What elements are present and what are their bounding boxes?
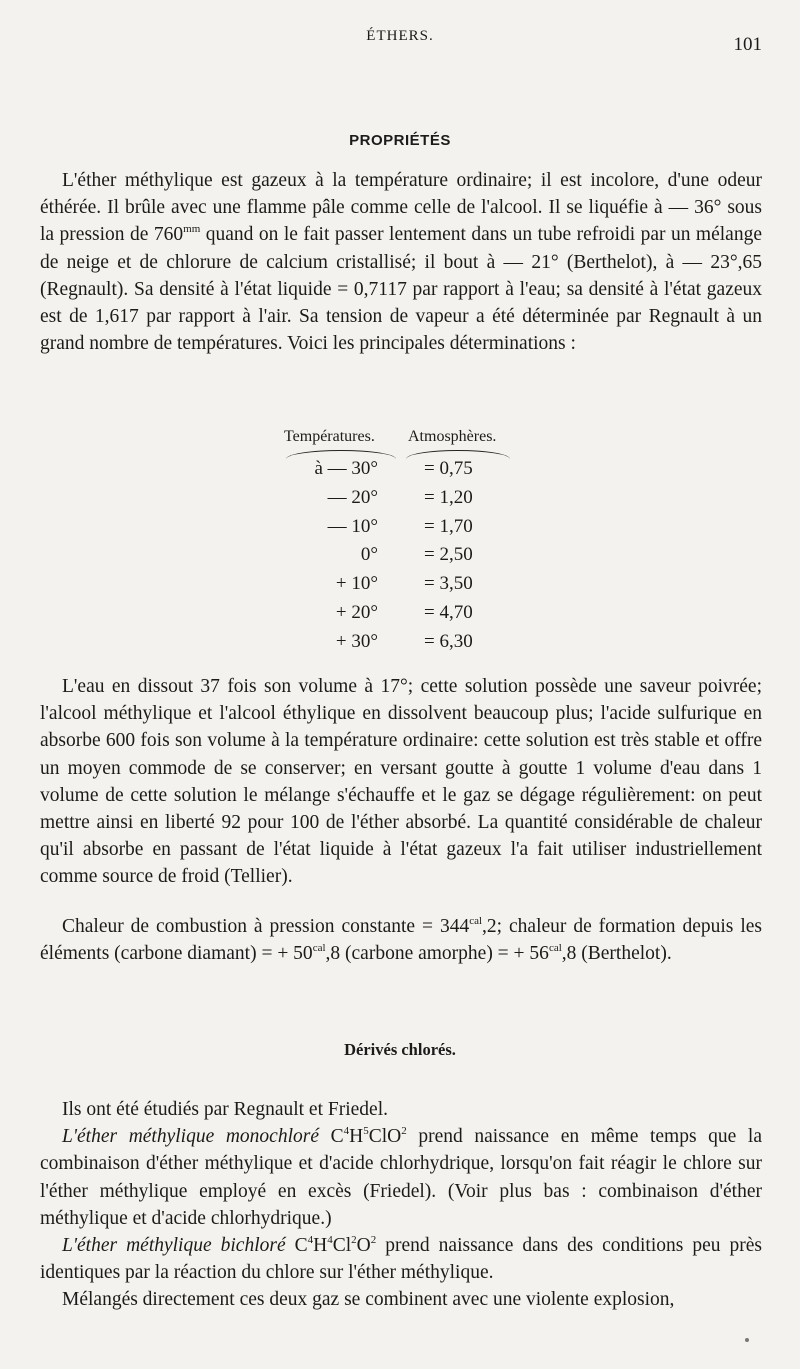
- pressure-cell: = 3,50: [424, 573, 473, 595]
- page-number: 101: [733, 34, 762, 55]
- combustion-text-b: ,2; chaleur de formation depuis les éléments (carbone diamant) = + 50: [40, 916, 762, 965]
- table-row: [278, 516, 518, 545]
- table-row: [278, 631, 518, 660]
- formula-part: Cl: [332, 1235, 352, 1257]
- temperature-cell: — 10°: [327, 515, 378, 537]
- table-row: [278, 544, 518, 573]
- intro-text-b: quand on le fait passer lentement dans un tube refroidi par un mélange de neige et de chlorure de calcium cristallisé; il bout à — 21° (Berthelot), à — 23°,65 (Regnault). Sa densité à l'état liquide = 0,7117 par rapport à l'eau; sa densité à l'état gazeux est de 1,617 par rapport à l'air. Sa tension de vapeur a été déterminée par Regnault à un grand nombre de températures. Voici les principales déterminations :: [40, 224, 762, 355]
- formula-part: C: [319, 1126, 344, 1148]
- derivatives-intro: Ils ont été étudiés par Regnault et Friedel.: [62, 1099, 388, 1120]
- temperature-cell: + 30°: [335, 630, 378, 652]
- solubility-paragraph: L'eau en dissout 37 fois son volume à 17°; cette solution possède une saveur poivrée; l'alcool méthylique et l'alcool éthylique en dissolvent beaucoup plus; l'acide sulfurique en absorbe 600 fois son volume à la température ordinaire: cette solution est très stable et offre un moyen commode de se conserver; en versant goutte à goutte 1 volume d'eau dans 1 volume de cette solution le mélange s'échauffe et le gaz se dégage régulièrement: on peut mettre ainsi en liberté 92 pour 100 de l'éther absorbé. La quantité considérable de chaleur qu'il absorbe en passant de l'état liquide à l'état gazeux l'a fait utiliser industriellement comme source de froid (Tellier).: [40, 676, 762, 888]
- formula-index: 2: [370, 1234, 377, 1247]
- running-title: ÉTHERS.: [366, 28, 434, 44]
- formula-part: O: [356, 1235, 371, 1257]
- combustion-text-c: ,8 (carbone amorphe) = + 56: [325, 943, 549, 965]
- intro-unit-mm: mm: [183, 223, 201, 236]
- section-title: PROPRIÉTÉS: [349, 132, 451, 149]
- formula-index: 2: [351, 1234, 357, 1247]
- subsection-title: Dérivés chlorés.: [344, 1040, 456, 1059]
- combustion-paragraph: [40, 913, 762, 967]
- dichloro-text: prend naissance dans des conditions peu près identiques par la réaction du chlore sur l'éther méthylique.: [40, 1235, 762, 1284]
- pressure-cell: = 1,70: [424, 515, 473, 537]
- temperature-cell: + 10°: [335, 573, 378, 595]
- table-row: [278, 487, 518, 516]
- dichloro-paragraph: [40, 1232, 762, 1286]
- table-row: [278, 573, 518, 602]
- formula-part: H: [349, 1126, 364, 1148]
- table-header: [278, 428, 518, 458]
- explosion-paragraph: Mélangés directement ces deux gaz se combinent avec une violente explosion,: [62, 1289, 675, 1311]
- pressure-cell: = 4,70: [424, 601, 473, 623]
- formula-index: 5: [363, 1125, 369, 1138]
- temperature-cell: 0°: [360, 544, 378, 566]
- temperature-cell: — 20°: [327, 486, 378, 508]
- temperature-cell: + 20°: [335, 601, 378, 623]
- table-row: [278, 458, 518, 487]
- table-row: [278, 602, 518, 631]
- unit-cal: cal: [469, 915, 483, 927]
- intro-text-a: L'éther méthylique est gazeux à la température ordinaire; il est incolore, d'une odeur éthérée. Il brûle avec une flamme pâle comme celle de l'alcool. Il se liquéfie à — 36° sous la pression de 760: [40, 170, 762, 246]
- temperature-cell: à — 30°: [314, 458, 378, 479]
- pressure-cell: = 0,75: [424, 458, 473, 479]
- print-mark: [745, 1338, 749, 1342]
- formula-part: H: [313, 1235, 328, 1257]
- monochloro-paragraph: [40, 1123, 762, 1232]
- dichloro-name: L'éther méthylique bichloré: [62, 1235, 286, 1257]
- formula-index: 4: [343, 1125, 350, 1138]
- header-temperatures: Températures.: [284, 428, 375, 445]
- pressure-cell: = 6,30: [424, 630, 473, 652]
- unit-cal: cal: [312, 942, 326, 955]
- monochloro-text: prend naissance en même temps que la combinaison d'éther méthylique et d'acide chlorhydrique, lorsqu'on fait réagir le chlore sur l'éther méthylique employé en excès (Friedel). (Voir plus bas : combinaison d'éther méthylique et d'acide chlorhydrique.): [40, 1126, 762, 1229]
- page-header: [0, 28, 800, 58]
- unit-cal: cal: [548, 942, 562, 955]
- chlorinated-derivatives: [40, 1096, 762, 1314]
- formula-part: C: [285, 1235, 308, 1257]
- intro-paragraph: [40, 167, 762, 357]
- combustion-text-a: Chaleur de combustion à pression constante = 344: [62, 916, 470, 937]
- formula-index: 4: [327, 1234, 333, 1247]
- pressure-cell: = 2,50: [424, 544, 473, 566]
- combustion-text-d: ,8 (Berthelot).: [561, 943, 672, 965]
- header-atmospheres: Atmosphères.: [408, 428, 497, 445]
- formula-part: ClO: [368, 1126, 402, 1148]
- monochloro-name: L'éther méthylique monochloré: [62, 1126, 320, 1148]
- vapor-pressure-table: [278, 428, 518, 660]
- pressure-cell: = 1,20: [424, 486, 473, 508]
- formula-index: 4: [307, 1234, 314, 1247]
- formula-index: 2: [401, 1125, 407, 1138]
